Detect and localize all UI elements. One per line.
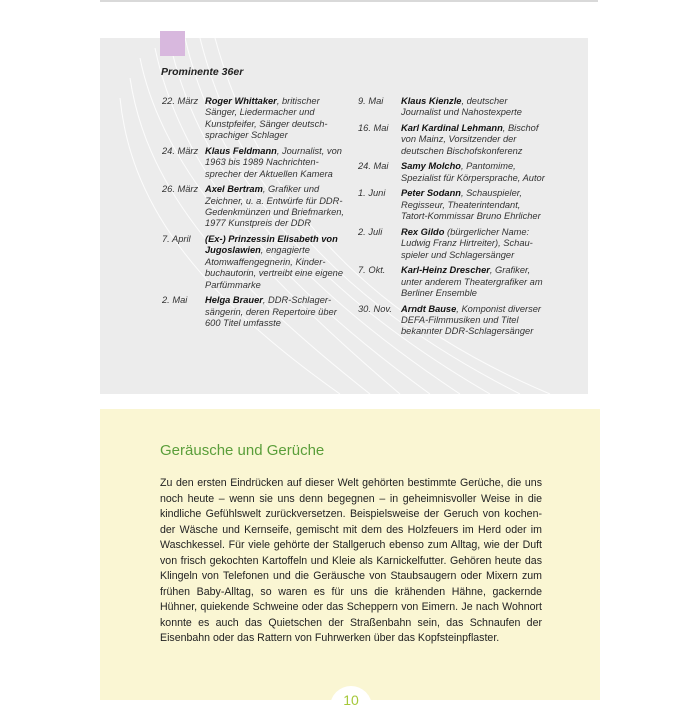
corner-tab [160, 31, 185, 56]
entry-name: Klaus Feldmann [205, 145, 277, 156]
entry-date: 2. Mai [162, 295, 188, 306]
entry-date: 1. Juni [358, 188, 386, 199]
box-title: Prominente 36er [161, 66, 244, 78]
section-body: Zu den ersten Eindrücken auf dieser Welt gehörten bestimmte Gerüche, die uns noch heute – wenn sie uns denn begegnen – in geheimnisvoller Weise in die kindliche Gefühlswelt zurückversetzen. Beispielsweise der Geruch von kochender Wäsche und Kernseife, gemischt mit dem des Holzfeuers im Herd oder im Waschkessel. Für viele gehörte der Stallgeruch ebenso zum Alltag, wie der Duft von frisch gekochten Kartoffeln und Kleie als Karnickelfutter. Gehören heute das Klingeln von Telefonen und die Geräusche von Staubsaugern oder Mixern zum frühen Baby-Alltag, so waren es für uns die krähenden Hähne, gackernde Hühner, quiekende Schweine oder das Scheppern von Eimern. Je nach Wohnort konnte es auch das Quietschen der Straßenbahn sein, das Schnaufen der Eisenbahn oder das Rattern von Fuhrwerken über das Kopfsteinpflaster. [160, 477, 542, 644]
birthday-entry [162, 234, 350, 291]
entry-description: , Grafiker, unter anderem Theatergrafiker am Berliner Ensemble [401, 265, 543, 299]
right-column [358, 96, 548, 342]
birthday-entry [162, 295, 350, 329]
entry-name: Samy Molcho [401, 161, 461, 172]
entry-date: 7. Okt. [358, 265, 386, 276]
top-rule [100, 0, 598, 2]
entry-date: 9. Mai [358, 96, 384, 106]
entry-name: (Ex-) Prinzessin Elisabeth von Jugoslawien [205, 234, 338, 256]
entry-date: 24. März [162, 145, 199, 156]
entry-date: 22. März [162, 96, 199, 106]
entry-description: , Komponist diverser DEFA-Filmmusiken und Titel bekannter DDR-Schlagersänger [401, 303, 542, 337]
entry-date: 16. Mai [358, 123, 389, 133]
entry-date: 24. Mai [358, 161, 389, 172]
section-heading: Geräusche und Gerüche [160, 442, 325, 459]
entry-description: , Bischof von Mainz, Vorsitzender der deutschen Bischofskonferenz [401, 123, 539, 156]
entry-description: , Schauspieler, Regisseur, Theaterintendant, Tatort-Kommissar Bruno Ehrlicher [401, 188, 541, 222]
entry-description: , Journalist, von 1963 bis 1989 Nachrichtensprecher der Aktuellen Kamera [205, 145, 342, 179]
entry-name: Rex Gildo [401, 226, 445, 237]
page-number: 10 [330, 686, 372, 728]
entry-date: 2. Juli [358, 226, 383, 237]
birthday-entry [358, 304, 548, 338]
entry-name: Klaus Kienzle [401, 96, 462, 106]
birthday-entry [358, 188, 548, 222]
entry-name: Karl-Heinz Drescher [401, 265, 490, 276]
birthday-entry [162, 146, 350, 180]
entry-description: , DDR-Schlagersängerin, deren Repertoire über 600 Titel umfasste [205, 295, 337, 329]
entry-description: , Grafiker und Zeichner, u. a. Entwürfe für DDR-Gedenkmünzen und Briefmarken, 1977 Kunstpreis der DDR [205, 184, 345, 229]
entry-date: 26. März [162, 184, 199, 195]
entry-description: , britischer Sänger, Liedermacher und Kunstpfeifer, Sänger deutschsprachiger Schlager [205, 96, 328, 141]
birthday-entry [162, 96, 350, 142]
entry-name: Helga Brauer [205, 295, 263, 306]
birthday-entry [162, 184, 350, 230]
entry-name: Arndt Bause [401, 303, 457, 314]
birthday-entry [358, 161, 548, 184]
entry-name: Karl Kardinal Lehmann [401, 123, 503, 133]
entry-description: , deutscher Journalist und Nahostexperte [401, 96, 522, 118]
entry-description: (bürgerlicher Name: Ludwig Franz Hirtreiter), Schauspieler und Schlagersänger [401, 226, 533, 260]
entry-name: Peter Sodann [401, 188, 461, 199]
birthday-entry [358, 123, 548, 157]
entry-name: Roger Whittaker [205, 96, 277, 106]
entry-description: , engagierte Atomwaffengegnerin, Kinderbuchautorin, vertreibt eine eigene Parfümmarke [205, 245, 343, 290]
entry-date: 30. Nov. [358, 303, 392, 314]
entry-description: , Pantomime, Spezialist für Körpersprache, Autor [401, 161, 545, 183]
birthday-entry [358, 96, 548, 119]
entry-date: 7. April [162, 234, 191, 245]
left-column [162, 96, 350, 334]
birthday-entry [358, 227, 548, 261]
birthday-entry [358, 265, 548, 299]
entry-name: Axel Bertram [205, 184, 263, 195]
